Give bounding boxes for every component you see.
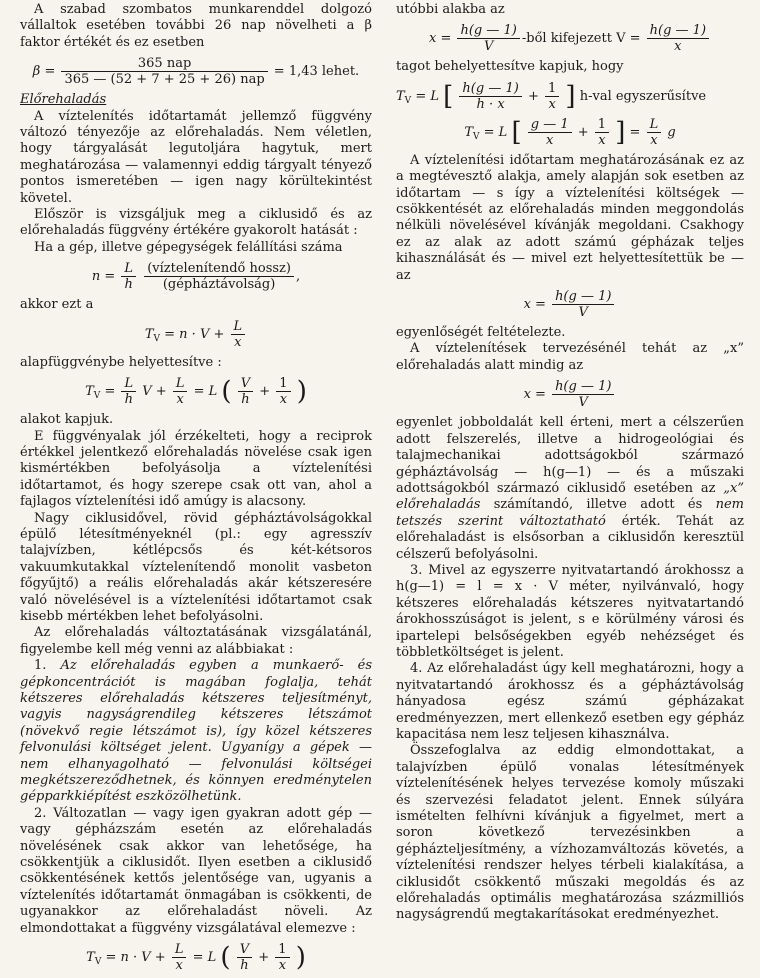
- beta-formula: β = $\frac{\text{365 nap}}{\text{365 — (52 + 7 + 25 + 26) nap}}$ = 1,43 lehet.: [32, 56, 360, 88]
- paragraph: Nagy ciklusidővel, rövid gépháztávolságokkal épülő létesítményeknél (pl.: egy agresszív talajvízben, kétlépcsős és két-kétsoros vakuumkutakkal víztelenítendő monolit vasbeton főgyűjtő) a reális előrehaladás akár kétszeresére való növelésével is a víztelenítési időtartamot csak kisebb mértékben lehet befolyásolni.: [20, 510, 372, 624]
- list-item: 4. Az előrehaladást úgy kell meghatározni, hogy a nyitvatartandó árokhossz és a gépháztávolság hányadosa egész számú gépházakat eredményezzen, mert ellenkező esetben egy gépház kapacitása nem lesz teljesen kihasználva.: [396, 661, 744, 742]
- paragraph: akkor ezt a: [20, 297, 94, 313]
- tv-formula-5: $T_V = L$ [ $\frac{g — 1}{x}$ + $\frac{1}{x}$ ] = $\frac{L}{x}$ g: [464, 116, 676, 148]
- paragraph: egyenlet jobboldalát kell érteni, mert a célszerűen adott felszerelés, illetve a hidrogeológiai és talajmechanikai adottságokból származó gépháztávolság — h(g—1) — és a műszaki adottságokból származó ciklusidő esetében az „x” előrehaladás számítandó, illetve adott és nem tetszés szerint változtatható érték. Tehát az előrehaladást is elsősorban a ciklusidőn keresztül célszerű befolyásolni.: [396, 415, 744, 562]
- list-item: 1. Az előrehaladás egyben a munkaerő- és gépkoncentrációt is magában foglalja, tehát kétszeres előrehaladás kétszeres teljesítményt, vagyis nagyságrendileg kétszeres létszámot (növekvő regie létszámot is), így közel kétszeres felvonulási költséget jelent. Ugyanígy a gépek — nem elhanyagolható — felvonulási költségei megkétszereződhetnek, és könnyen eredménytelen gépparkkiépítést eszközölhetünk.: [20, 658, 373, 805]
- paragraph: egyenlőségét feltételezte.: [396, 325, 566, 341]
- paragraph: utóbbi alakba az: [396, 2, 505, 17]
- tv-formula-4: $T_V = L$ [ $\frac{h(g — 1)}{h \cdot x}$ + $\frac{1}{x}$ ] h-val egyszerűsítve: [396, 80, 707, 112]
- left-column: [20, 2, 372, 978]
- paragraph: E függvényalak jól érzékelteti, hogy a reciprok értékkel jelentkező előrehaladás növelése csak igen kismértékben befolyásolja a víztelenítési időtartamot, és hogy szerepe csak ott van, ahol a fajlagos víztelenítési idő amúgy is alacsony.: [20, 428, 372, 510]
- paragraph: A víztelenítés időtartamát jellemző függvény változó tényezője az előrehaladás. Nem véletlen, hogy tárgyalását legutoljára hagytuk, mert meghatározása — valamennyi eddig tárgyalt tényező pontos ismeretében — igen nagy körültekintést követel.: [20, 108, 372, 206]
- right-column: [396, 2, 744, 924]
- paragraph: alakot kapjuk.: [20, 412, 114, 428]
- x-formula-3: x = $\frac{h(g — 1)}{V}$: [396, 379, 744, 410]
- paragraph: Ha a gép, illetve gépegységek felállítási száma: [34, 239, 343, 255]
- paragraph: alapfüggvénybe helyettesítve :: [20, 354, 222, 370]
- paragraph: Az előrehaladás változtatásának vizsgálatánál, figyelembe kell még venni az alábbiakat :: [20, 625, 372, 657]
- fraction: $\frac{\text{365 nap}}{\text{365 — (52 + 7 + 25 + 26) nap}}$: [61, 56, 267, 87]
- tv-formula-1: $T_V = n \cdot V$ + $\frac{L}{x}$: [20, 319, 372, 350]
- tv-formula-2: $T_V$ = $\frac{L}{h}$ V + $\frac{L}{x}$ = L ( $\frac{V}{h}$ + $\frac{1}{x}$ ): [85, 376, 307, 408]
- list-item: 2. Változatlan — vagy igen gyakran adott gép — vagy gépházszám esetén az előrehaladás növelésének csak akkor van lehetősége, ha csökkentjük a ciklusidőt. Ilyen esetben a ciklusidő csökkentésének kettős jelentősége van, ugyanis a víztelenítés időtartamát önmagában is csökkenti, de ugyanakkor az előrehaladást növeli. Az elmondottakat a függvény vizsgálatával elemezve :: [20, 805, 372, 936]
- paragraph: Először is vizsgáljuk meg a ciklusidő és az előrehaladás függvény értékére gyakorolt hatását :: [20, 207, 372, 239]
- paragraph: A víztelenítések tervezésénél tehát az „x” előrehaladás alatt mindig az: [396, 341, 744, 373]
- n-formula: n = $\frac{L}{h}$ $\frac{\text{(víztelenítendő hossz)}}{\text{(gépháztávolság)}}$ ,: [91, 261, 301, 293]
- paragraph: Összefoglalva az eddig elmondottakat, a talajvízben épülő vonalas létesítmények víztelenítésének helyes tervezése komoly műszaki és szervezési feladatot jelent. Ennek súlyára ismételten felhívni kívánjuk a figyelmet, mert a soron következő tervezésinkben a gépházteljesítmény, a vízhozamváltozás követés, a víztelenítési rendszer helyes térbeli kialakítása, a ciklusidőt csökkentő műszaki megoldás és az előrehaladás optimális meghatározása százmilliós nagyságrendű megtakarításokat eredményezhet.: [396, 743, 744, 923]
- paragraph: tagot behelyettesítve kapjuk, hogy: [396, 59, 624, 75]
- tv-formula-3: $T_V = n \cdot V$ + $\frac{L}{x}$ = L ( $\frac{V}{h}$ + $\frac{1}{x}$ ): [86, 942, 306, 974]
- section-heading: Előrehaladás: [20, 92, 107, 108]
- paragraph: A szabad szombatos munkarenddel dolgozó vállaltok esetében további 26 nap növelheti a β faktor értékét és ez esetben: [20, 2, 372, 50]
- list-item: 3. Mivel az egyszerre nyitvatartandó árokhossz a h(g—1) = l = x · V méter, nyilvánvaló, hogy kétszeres előrehaladás kétszeres nyitvatartandó árokhosszúságot is jelent, s e körülmény városi és ipartelepi belsőségekben egyéb nehézséget és többletköltséget is jelent.: [396, 562, 744, 660]
- paragraph: A víztelenítési időtartam meghatározásának ez az a megtévesztő alakja, amely alapján sok esetben az időtartam — s így a víztelenítési költségek — csökkentését az előrehaladás minden meggondolás nélküli növelésével kívánják megoldani. Csakhogy ez az alak az adott számú gépházak teljes kihasználását és — mivel ezt helyettesítettük be — az: [396, 152, 744, 283]
- x-formula-2: x = $\frac{h(g — 1)}{V}$: [396, 289, 744, 320]
- x-formula: x = $\frac{h(g — 1)}{V}$ -ből kifejezett V = $\frac{h(g — 1)}{x}$: [396, 23, 744, 54]
